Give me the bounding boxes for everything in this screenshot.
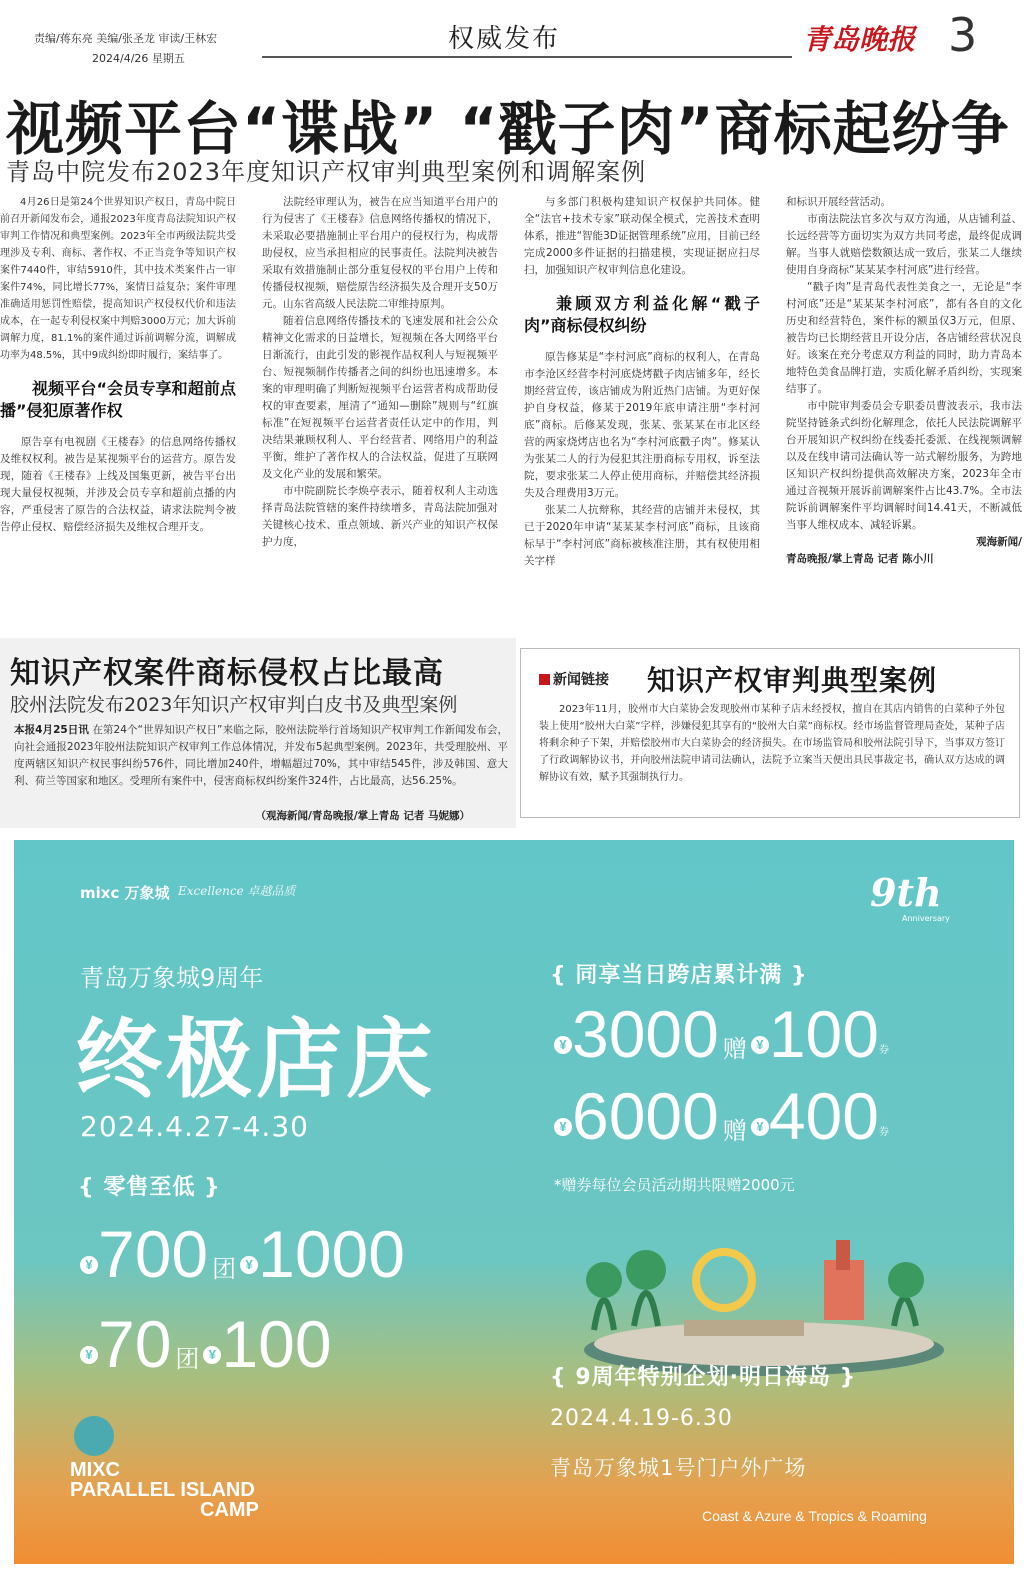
main-subhead: 青岛中院发布2023年度知识产权审判典型案例和调解案例: [6, 158, 647, 186]
section-heading: 兼顾双方利益化解“戳子肉”商标侵权纠纷: [524, 294, 760, 335]
article-column-1: [0, 194, 236, 624]
yen-icon: ¥: [203, 1346, 221, 1364]
yen-icon: ¥: [554, 1036, 572, 1054]
paragraph: 和标识开展经营活动。: [786, 196, 891, 208]
ad-slogan: Coast & Azure & Tropics & Roaming: [702, 1508, 927, 1524]
offer-threshold: 6000: [572, 1079, 719, 1153]
news-link-box: [520, 648, 1020, 818]
island-scene-illustration: [574, 1230, 954, 1380]
offer-gift: 100: [768, 997, 879, 1071]
offer-connector: 团: [212, 1256, 237, 1283]
offer-row-3: [554, 996, 889, 1072]
offer-connector: 团: [175, 1346, 200, 1373]
paragraph: 4月26日是第24个世界知识产权日，青岛中院日前召开新闻发布会，通报2023年度青岛法院知识产权审判工作情况和典型案例。2023年全市两级法院共受理涉及专利、商标、著作权、不正当竞争等知识产权案件7440件，审结5910件，其中技术类案件占一审案件74%，同比增长77%，案情日益复杂；案件审理准确适用惩罚性赔偿，提高知识产权侵权代价和违法成本，在一起专利侵权案中判赔3000万元；加大诉前调解力度，81.1%的案件通过诉前调解分流，调解成功率为48.5%，其中9成纠纷即时履行，案结事了。: [0, 197, 236, 361]
section-title: 权威发布: [448, 24, 561, 54]
camp-logo-line: PARALLEL ISLAND: [70, 1479, 255, 1501]
arrow-logo-icon: [74, 1416, 114, 1456]
paragraph: 市南法院法官多次与双方沟通，从店铺利益、长远经营等方面切实为双方共同考虑，最终促成调解。当事人就赔偿数额达成一致后，张某二人继续使用自身商标“某某某李村河底”进行经营。: [786, 213, 1022, 276]
bracket-retail: { 零售至低 }: [78, 1175, 221, 1200]
paragraph: “戳子肉”是青岛代表性美食之一，无论是“李村河底”还是“某某某李村河底”，都有各自的文化历史和经营特色，案件标的额虽仅3万元，但原、被告均已长期经营且开设分店，各店铺经营状况良好。该案在充分考虑双方利益的同时，助力青岛本地特色美食品牌打造，实质化解矛盾纠纷，实现案结事了。: [786, 281, 1022, 395]
paragraph: 张某二人抗辩称，其经营的店铺并未侵权，其已于2020年申请“某某某李村河底”商标，且该商标早于“李村河底”商标被核准注册，其有权使用相关字样: [524, 504, 760, 567]
article-column-3: [524, 194, 760, 624]
camp-logo-line: CAMP: [200, 1499, 259, 1521]
paragraph: 原告修某是“李村河底”商标的权利人，在青岛市李沧区经营李村河底烧烤戳子肉店铺多年，经长期经营宣传，该店铺成为附近热门店铺。为更好保护自身权益，修某于2019年底申请注册“李村河底”商标。后修某发现，张某、张某某在市北区经营的两家烧烤店也名为“李村河底戳子肉”。修某认为张某二人的行为侵犯其注册商标专用权，诉至法院，要求张某二人停止使用商标，并赔偿其经济损失及合理费用3万元。: [524, 351, 760, 499]
article-jiaozhou: [0, 638, 516, 828]
ad-footnote: *赠券每位会员活动期共限赠2000元: [554, 1176, 795, 1194]
mixc-advertisement: [14, 840, 1014, 1564]
byline: [786, 534, 1022, 551]
article-column-4: [786, 194, 1022, 624]
event-dates: 2024.4.19-6.30: [550, 1406, 733, 1431]
yen-icon: ¥: [240, 1256, 258, 1274]
article-body: [14, 722, 508, 790]
ad-headline: 终极店庆: [76, 1010, 436, 1110]
dateline: 本报4月25日讯: [14, 724, 89, 736]
paragraph: 法院经审理认为，被告在应当知道平台用户的行为侵害了《王楼春》信息网络传播权的情况下，未采取必要措施制止平台用户的侵权行为，构成帮助侵权，应当承担相应的民事责任。法院判决被告采取有效措施制止部分重复侵权的平台用户上传和传播侵权视频，赔偿原告经济损失及合理开支50万元。山东省高级人民法院二审维持原判。: [262, 196, 498, 310]
offer-connector: 赠: [722, 1118, 747, 1145]
anniversary-logo: 9th: [870, 870, 942, 915]
offer-gift: 400: [768, 1079, 879, 1153]
anniversary-sub: Anniversary: [902, 914, 950, 923]
offer-unit: 券: [878, 1045, 889, 1056]
offer-row-4: [554, 1078, 889, 1154]
paragraph: 原告享有电视剧《王楼春》的信息网络传播权及维权权利。被告是某视频平台的运营方。原告发现，随着《王楼春》上线及国集更新，被告平台出现大量侵权视频，并涉及会员专享和超前点播的内容，严重侵害了原告的合法权益，请求法院判令被告停止侵权、赔偿经济损失及维权合理开支。: [0, 436, 236, 533]
section-heading: 视频平台“会员专享和超前点播”侵犯原著作权: [0, 379, 236, 420]
offer-price: 700: [98, 1217, 209, 1291]
excellence-logo: Excellence 卓越品质: [178, 884, 296, 898]
header-rule: [262, 56, 792, 58]
article-column-2: [262, 194, 498, 624]
camp-logo: [70, 1460, 259, 1520]
paragraph: 与多部门积极构建知识产权保护共同体。健全“法官+技术专家”联动保全模式，完善技术查明体系，推进“智能3D证据管理系统”应用，目前已经完成2000多件证据的扫描建模，实现证据应扫尽扫，加强知识产权审判信息化建设。: [524, 196, 760, 276]
article-text: 在第24个“世界知识产权日”来临之际，胶州法院举行首场知识产权审判工作新闻发布会，向社会通报2023年胶州法院知识产权审判工作总体情况，并发布5起典型案例。2023年，共受理胶州、平度两辖区知识产权民事纠纷576件，同比增加240件，增幅超过70%，其中审结545件，涉及韩国、意大利、荷兰等国家和地区。受理所有案件中，侵害商标权纠纷案件324件，占比最高，达56.25%。: [14, 724, 508, 787]
article-subtitle: 胶州法院发布2023年知识产权审判白皮书及典型案例: [10, 694, 458, 716]
main-headline: 视频平台“谍战” “戳子肉”商标起纷争: [6, 95, 1010, 163]
bracket-special: { 9周年特别企划·明日海岛 }: [550, 1365, 857, 1390]
byline-source: 观海新闻/: [976, 536, 1022, 548]
paragraph: 市中院审判委员会专职委员曹波表示，我市法院坚持链条式纠纷化解理念，依托人民法院调解平台开展知识产权纠纷在线委托委派、在线视频调解以及在线申请司法确认等一站式解纷服务，为跨地区知识产权纠纷提供高效解决方案，2023年全市通过音视频开展诉前调解案件占比43.7%。全市法院诉前调解案件平均调解时间14.41天，不断减低当事人维权成本、减轻诉累。: [786, 400, 1022, 531]
byline-reporter: 青岛晚报/掌上青岛 记者 陈小川: [786, 553, 934, 565]
camp-logo-line: MIXC: [70, 1459, 120, 1481]
mixc-logo: mixc 万象城: [80, 884, 170, 902]
article-source: （观海新闻/青岛晚报/掌上青岛 记者 马妮娜）: [255, 810, 470, 822]
article-title: 知识产权案件商标侵权占比最高: [10, 656, 444, 691]
paragraph: 随着信息网络传播技术的飞速发展和社会公众精神文化需求的日益增长，短视频在各大网络平台日渐流行，由此引发的影视作品权利人与短视频平台、短视频制作传播者之间的纠纷也迅速增多。本案的审理明确了判断短视频平台运营者构成帮助侵权的审查要素，厘清了“通知—删除”规则与“红旗标准”在短视频平台运营者责任认定中的作用，判决结果兼顾权利人、平台经营者、网络用户的利益平衡，维护了著作权人的合法权益，促进了互联网及文化产业的发展和繁荣。: [262, 315, 498, 480]
masthead: [0, 0, 1024, 72]
box-title: 知识产权审判典型案例: [647, 664, 938, 697]
yen-icon: ¥: [751, 1036, 769, 1054]
newspaper-logo: 青岛晚报: [803, 23, 916, 56]
red-square-icon: [539, 674, 550, 685]
offer-price: 100: [221, 1307, 332, 1381]
yen-icon: ¥: [554, 1118, 572, 1136]
offer-threshold: 3000: [572, 997, 719, 1071]
offer-row-2: [80, 1306, 332, 1382]
page-number: 3: [948, 8, 978, 62]
news-link-label: 新闻链接: [553, 672, 609, 688]
offer-price: 70: [98, 1307, 172, 1381]
paragraph: 市中院副院长李焕亭表示，随着权利人主动选择青岛法院管辖的案件持续增多，青岛法院加强对关键核心技术、重点领域、新兴产业的知识产权保护力度，: [262, 485, 498, 548]
bracket-cross-store: { 同享当日跨店累计满 }: [550, 963, 808, 988]
box-body: 2023年11月，胶州市大白菜协会发现胶州市某种子店未经授权，擅自在其店内销售的白菜种子外包装上使用“胶州大白菜”字样，涉嫌侵犯其享有的“胶州大白菜”商标权。经市场监督管理局查处，某种子店将剩余种子下架，并赔偿胶州市大白菜协会的经济损失。在市场监管局和胶州法院引导下，当事双方签订了行政调解协议书，并向胶州法院申请司法确认，法院予立案当天便出具民事裁定书，确认双方达成的调解协议有效，赋予其强制执行力。: [539, 704, 1005, 783]
offer-row-1: [80, 1216, 405, 1292]
event-location: 青岛万象城1号门户外广场: [550, 1456, 807, 1480]
yen-icon: ¥: [80, 1256, 98, 1274]
yen-icon: ¥: [80, 1346, 98, 1364]
ad-tagline: 青岛万象城9周年: [80, 964, 264, 992]
editors-line: 责编/蒋东亮 美编/张圣龙 审读/王林宏: [34, 32, 218, 45]
offer-unit: 券: [878, 1127, 889, 1138]
offer-price: 1000: [258, 1217, 405, 1291]
yen-icon: ¥: [751, 1118, 769, 1136]
news-link-tag: [539, 669, 609, 689]
ad-dates: 2024.4.27-4.30: [80, 1110, 309, 1143]
issue-date: 2024/4/26 星期五: [92, 52, 185, 65]
offer-connector: 赠: [722, 1036, 747, 1063]
